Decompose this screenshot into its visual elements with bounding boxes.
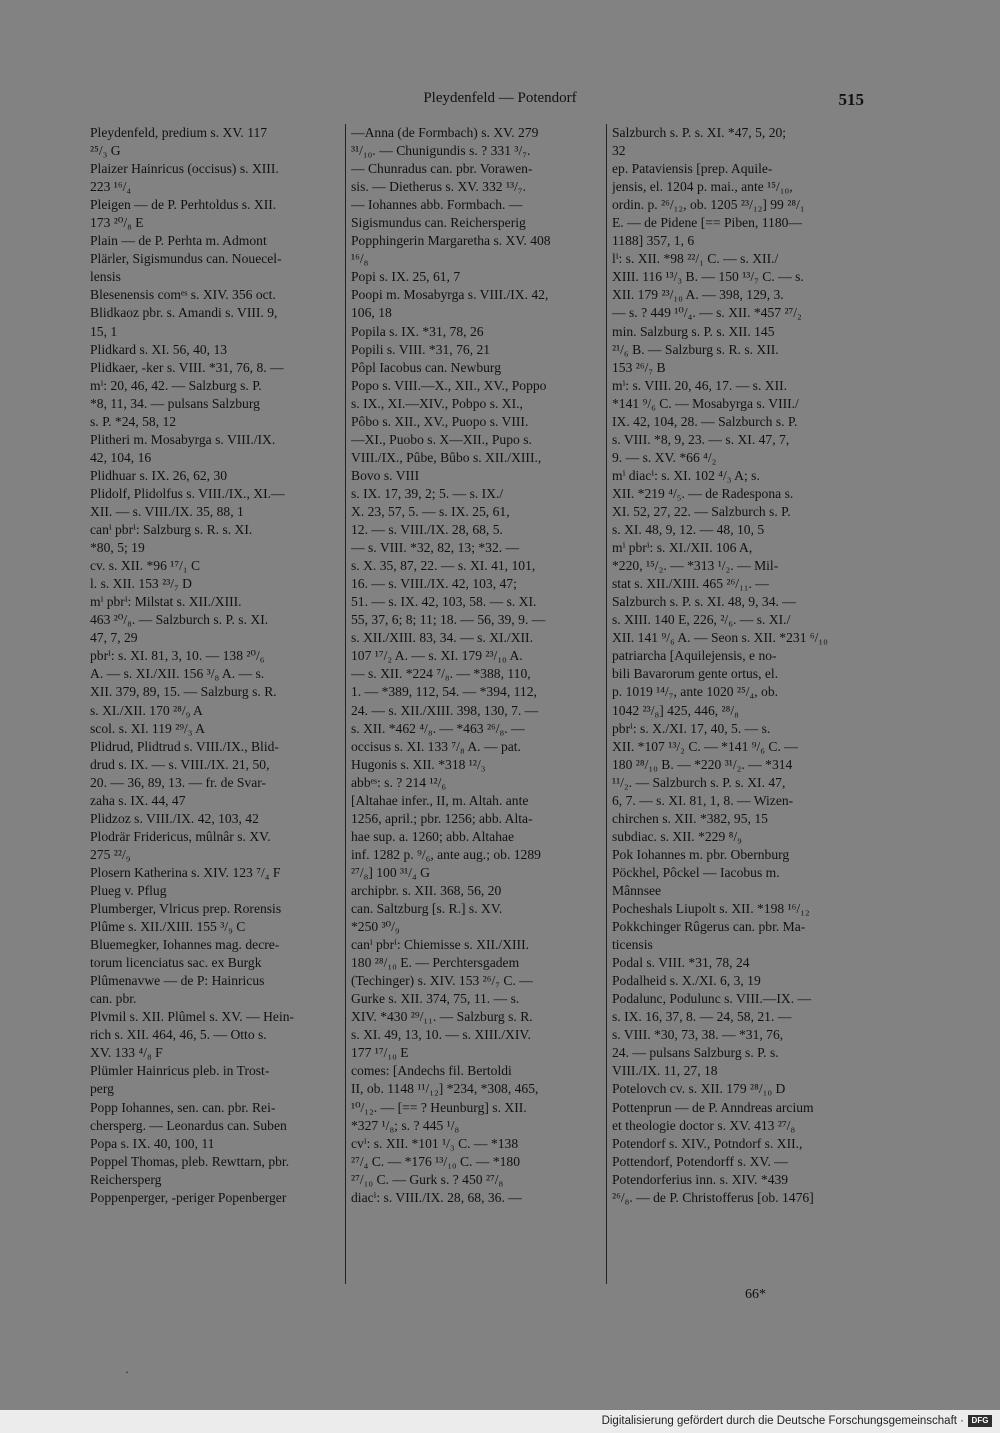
index-line: torum licenciatus sac. ex Burgk [90, 955, 262, 971]
index-line: Plvmil s. XII. Plûmel s. XV. — Hein- [90, 1009, 295, 1025]
index-line: ticensis [612, 937, 653, 953]
index-line: Popp Iohannes, sen. can. pbr. Rei- [90, 1099, 276, 1115]
index-line: Pöckhel, Pôckel — Iacobus m. [612, 864, 780, 880]
index-line: 51. — s. IX. 42, 103, 58. — s. XI. [351, 594, 537, 610]
index-line: mⁱ pbrⁱ: Milstat s. XII./XIII. [90, 594, 242, 610]
index-line: XII. *107 ¹³/₂ C. — *141 ⁹/₆ C. — [612, 738, 798, 754]
page-number: 515 [838, 90, 864, 109]
index-line: Pok Iohannes m. pbr. Obernburg [612, 846, 790, 862]
index-line: Potendorf s. XIV., Potndorf s. XII., [612, 1135, 803, 1151]
index-line: abbᵉˢ: s. ? 214 ¹²/₆ [351, 774, 447, 790]
index-line: 223 ¹⁶/₄ [90, 179, 132, 195]
index-line: 107 ¹⁷/₂ A. — s. XI. 179 ²³/₁₀ A. [351, 648, 523, 664]
index-line: zaha s. IX. 44, 47 [90, 792, 186, 808]
index-line: pbrⁱ: s. XI. 81, 3, 10. — 138 ²⁰/₆ [90, 648, 265, 664]
index-line: — s. XII. *224 ⁷/₈. — *388, 110, [351, 666, 531, 682]
index-line: 180 ²⁸/₁₀ B. — *220 ³¹/₂. — *314 [612, 756, 793, 772]
index-line: s. X. 35, 87, 22. — s. XI. 41, 101, [351, 558, 536, 574]
index-line: perg [90, 1081, 114, 1097]
index-line: *327 ¹/₈; s. ? 445 ¹/₈ [351, 1117, 460, 1133]
index-line: Bovo s. VIII [351, 467, 420, 483]
index-line: Potendorferius inn. s. XIV. *439 [612, 1171, 789, 1187]
index-line: XIV. *430 ²⁹/₁₁. — Salzburg s. R. [351, 1009, 533, 1025]
index-line: XII. 179 ²³/₁₀ A. — 398, 129, 3. [612, 287, 784, 303]
index-line: Plümler Hainricus pleb. in Trost- [90, 1063, 270, 1079]
index-line: drud s. IX. — s. VIII./IX. 21, 50, [90, 756, 270, 772]
index-line: Plain — de P. Perhta m. Admont [90, 233, 267, 249]
index-line: 32 [612, 143, 626, 159]
index-line: *8, 11, 34. — pulsans Salzburg [90, 395, 260, 411]
index-line: 16. — s. VIII./IX. 42, 103, 47; [351, 576, 517, 592]
index-line: l. s. XII. 153 ²³/₇ D [90, 576, 192, 592]
dfg-logo: DFG [968, 1415, 992, 1427]
index-line: *220, ¹⁵/₂. — *313 ¹/₂. — Mil- [612, 558, 779, 574]
index-line: 6, 7. — s. XI. 81, 1, 8. — Wizen- [612, 792, 794, 808]
index-line: VIII./IX. 11, 27, 18 [612, 1063, 718, 1079]
index-line: Plûme s. XII./XIII. 155 ³/₉ C [90, 919, 246, 935]
index-line: et theologie doctor s. XV. 413 ²⁷/₈ [612, 1117, 796, 1133]
index-line: s. IX. 17, 39, 2; 5. — s. IX./ [351, 485, 504, 501]
index-line: bili Bavarorum gente ortus, el. [612, 666, 779, 682]
index-line: 24. — pulsans Salzburg s. P. s. [612, 1045, 779, 1061]
index-line: Mânnsee [612, 882, 662, 898]
index-line: VIII./IX., Pûbe, Bûbo s. XII./XIII., [351, 449, 542, 465]
index-line: 173 ²⁰/₈ E [90, 215, 144, 231]
index-column-right [612, 124, 864, 1207]
index-line: 55, 37, 6; 8; 11; 18. — 56, 39, 9. — [351, 612, 546, 628]
index-line: cvⁱ: s. XII. *101 ¹/₃ C. — *138 [351, 1135, 519, 1151]
index-line: Podalheid s. X./XI. 6, 3, 19 [612, 973, 761, 989]
index-line: s. XI. 49, 13, 10. — s. XIII./XIV. [351, 1027, 531, 1043]
index-line: p. 1019 ¹⁴/₇, ante 1020 ²⁵/₄, ob. [612, 684, 779, 700]
index-line: cv. s. XII. *96 ¹⁷/₁ C [90, 558, 201, 574]
index-line: s. VIII. *30, 73, 38. — *31, 76, [612, 1027, 784, 1043]
index-line: s. XII./XIII. 83, 34. — s. XI./XII. [351, 630, 533, 646]
index-line: subdiac. s. XII. *229 ⁸/₉ [612, 828, 742, 844]
index-line: Plodrär Fridericus, mûlnâr s. XV. [90, 828, 271, 844]
index-line: ²¹/₆ B. — Salzburg s. R. s. XII. [612, 341, 779, 357]
index-line: Blesenensis comᵉˢ s. XIV. 356 oct. [90, 287, 276, 303]
index-line: ³¹/₁₀. — Chunigundis s. ? 331 ³/₇. [351, 143, 531, 159]
index-line: Poopi m. Mosabyrga s. VIII./IX. 42, [351, 287, 549, 303]
index-line: ²⁵/₃ G [90, 143, 121, 159]
index-line: rich s. XII. 464, 46, 5. — Otto s. [90, 1027, 267, 1043]
index-line: can. Saltzburg [s. R.] s. XV. [351, 901, 503, 917]
index-line: Pocheshals Liupolt s. XII. *198 ¹⁶/₁₂ [612, 901, 810, 917]
index-line: can. pbr. [90, 991, 137, 1007]
index-line: — Iohannes abb. Formbach. — [351, 197, 523, 213]
index-line: *141 ⁹/₆ C. — Mosabyrga s. VIII./ [612, 395, 799, 411]
index-line: s. IX., XI.—XIV., Pobpo s. XI., [351, 395, 523, 411]
signature-mark: 66* [745, 1287, 766, 1302]
index-line: Sigismundus can. Reichersperig [351, 215, 526, 231]
index-line: XV. 133 ⁴/₈ F [90, 1045, 163, 1061]
index-line: pbrⁱ: s. X./XI. 17, 40, 5. — s. [612, 720, 771, 736]
column-divider [606, 124, 607, 1284]
index-line: 1. — *389, 112, 54. — *394, 112, [351, 684, 537, 700]
index-line: canⁱ pbrⁱ: Chiemisse s. XII./XIII. [351, 937, 529, 953]
index-line: canⁱ pbrⁱ: Salzburg s. R. s. XI. [90, 522, 253, 538]
index-line: [Altahae infer., II, m. Altah. ante [351, 792, 529, 808]
index-line: 47, 7, 29 [90, 630, 138, 646]
index-line: Plidkard s. XI. 56, 40, 13 [90, 341, 228, 357]
column-divider [345, 124, 346, 1284]
index-line: XII. *219 ⁴/₅. — de Radespona s. [612, 485, 794, 501]
index-line: — s. VIII. *32, 82, 13; *32. — [351, 540, 520, 556]
index-line: occisus s. XI. 133 ⁷/₈ A. — pat. [351, 738, 521, 754]
index-line: Plueg v. Pflug [90, 882, 167, 898]
index-line: Poppenperger, -periger Popenberger [90, 1189, 287, 1205]
stray-mark: · [125, 1365, 129, 1379]
index-column-middle [351, 124, 601, 1207]
index-line: 1188] 357, 1, 6 [612, 233, 695, 249]
index-line: 153 ²⁶/₇ B [612, 359, 666, 375]
index-line: Salzburch s. P. s. XI. *47, 5, 20; [612, 125, 787, 140]
index-line: mⁱ pbrⁱ: s. XI./XII. 106 A, [612, 540, 753, 556]
index-line: Plidkaer, -ker s. VIII. *31, 76, 8. — [90, 359, 284, 375]
index-line: XIII. 116 ¹³/₃ B. — 150 ¹³/₇ C. — s. [612, 269, 804, 285]
index-line: inf. 1282 p. ⁹/₆, ante aug.; ob. 1289 [351, 846, 541, 862]
index-line: archipbr. s. XII. 368, 56, 20 [351, 882, 502, 898]
index-line: lensis [90, 269, 121, 285]
index-line: 9. — s. XV. *66 ⁴/₂ [612, 449, 717, 465]
index-line: 1042 ²³/₈] 425, 446, ²⁸/₈ [612, 702, 739, 718]
index-line: Plosern Katherina s. XIV. 123 ⁷/₄ F [90, 864, 281, 880]
index-line: 42, 104, 16 [90, 449, 152, 465]
index-line: ¹⁰/₁₂. — [== ? Heunburg] s. XII. [351, 1099, 527, 1115]
index-line: Pleigen — de P. Perhtoldus s. XII. [90, 197, 277, 213]
index-line: II, ob. 1148 ¹¹/₁₂] *234, *308, 465, [351, 1081, 539, 1097]
index-line: ¹¹/₂. — Salzburch s. P. s. XI. 47, [612, 774, 786, 790]
index-line: Plidhuar s. IX. 26, 62, 30 [90, 467, 228, 483]
index-line: chersperg. — Leonardus can. Suben [90, 1117, 287, 1133]
index-line: 275 ²²/₉ [90, 846, 131, 862]
index-line: XII. 379, 89, 15. — Salzburg s. R. [90, 684, 277, 700]
index-line: Blidkaoz pbr. s. Amandi s. VIII. 9, [90, 305, 278, 321]
index-line: comes: [Andechs fil. Bertoldi [351, 1063, 512, 1079]
index-line: — s. ? 449 ¹⁰/₄. — s. XII. *457 ²⁷/₂ [612, 305, 802, 321]
index-line: IX. 42, 104, 28. — Salzburch s. P. [612, 413, 798, 429]
index-line: Plitheri m. Mosabyrga s. VIII./IX. [90, 431, 276, 447]
index-line: mⁱ: 20, 46, 42. — Salzburg s. P. [90, 377, 262, 393]
index-line: s. XIII. 140 E, 226, ²/₆. — s. XI./ [612, 612, 791, 628]
index-line: min. Salzburg s. P. s. XII. 145 [612, 323, 775, 339]
index-line: s. P. *24, 58, 12 [90, 413, 177, 429]
index-line: Plumberger, Vlricus prep. Rorensis [90, 901, 282, 917]
index-line: Plidrud, Plidtrud s. VIII./IX., Blid- [90, 738, 279, 754]
index-line: Reichersperg [90, 1171, 162, 1187]
index-line: s. VIII. *8, 9, 23. — s. XI. 47, 7, [612, 431, 790, 447]
index-line: —Anna (de Formbach) s. XV. 279 [351, 125, 539, 140]
funding-credit: Digitalisierung gefördert durch die Deutsche Forschungsgemeinschaft · [601, 1415, 964, 1427]
running-title: Pleydenfeld — Potendorf [423, 90, 577, 106]
index-line: ²⁷/₄ C. — *176 ¹³/₁₀ C. — *180 [351, 1153, 521, 1169]
index-line: Popphingerin Margaretha s. XV. 408 [351, 233, 551, 249]
index-line: s. XI. 48, 9, 12. — 48, 10, 5 [612, 522, 765, 538]
index-line: Plaizer Hainricus (occisus) s. XIII. [90, 161, 279, 177]
index-line: XI. 52, 27, 22. — Salzburch s. P. [612, 503, 791, 519]
index-line: *250 ³⁰/₉ [351, 919, 400, 935]
index-line: — Chunradus can. pbr. Vorawen- [351, 161, 533, 177]
digitization-footer [0, 1410, 1000, 1433]
index-line: Podalunc, Podulunc s. VIII.—IX. — [612, 991, 812, 1007]
index-line: XII. — s. VIII./IX. 35, 88, 1 [90, 503, 244, 519]
index-line: 24. — s. XII./XIII. 398, 130, 7. — [351, 702, 539, 718]
index-line: patriarcha [Aquilejensis, e no- [612, 648, 777, 664]
index-line: hae sup. a. 1260; abb. Altahae [351, 828, 515, 844]
index-line: ²⁶/₈. — de P. Christofferus [ob. 1476] [612, 1189, 814, 1205]
index-line: Salzburch s. P. s. XI. 48, 9, 34. — [612, 594, 796, 610]
index-line: ordin. p. ²⁶/₁₂, ob. 1205 ²³/₁₂] 99 ²⁸/₁ [612, 197, 805, 213]
index-line: Popi s. IX. 25, 61, 7 [351, 269, 461, 285]
index-line: Pottenprun — de P. Anndreas arcium [612, 1099, 814, 1115]
index-line: stat s. XII./XIII. 465 ²⁶/₁₁. — [612, 576, 769, 592]
index-line: (Techinger) s. XIV. 153 ²⁶/₇ C. — [351, 973, 533, 989]
index-line: Plûmenavwe — de P: Hainricus [90, 973, 265, 989]
index-line: ep. Pataviensis [prep. Aquile- [612, 161, 773, 177]
index-line: XII. 141 ⁹/₆ A. — Seon s. XII. *231 ⁶/₁₀ [612, 630, 828, 646]
index-line: Poppel Thomas, pleb. Rewttarn, pbr. [90, 1153, 290, 1169]
index-line: *80, 5; 19 [90, 540, 145, 556]
index-line: E. — de Pidene [== Piben, 1180— [612, 215, 803, 231]
index-line: Pokkchinger Rûgerus can. pbr. Ma- [612, 919, 806, 935]
index-line: diacⁱ: s. VIII./IX. 28, 68, 36. — [351, 1189, 522, 1205]
index-line: mⁱ: s. VIII. 20, 46, 17. — s. XII. [612, 377, 788, 393]
index-line: Plidzoz s. VIII./IX. 42, 103, 42 [90, 810, 259, 826]
index-line: 106, 18 [351, 305, 392, 321]
index-line: Plärler, Sigismundus can. Nouecel- [90, 251, 282, 267]
index-line: Pôbo s. XII., XV., Puopo s. VIII. [351, 413, 529, 429]
index-line: s. XII. *462 ⁴/₈. — *463 ²⁶/₈. — [351, 720, 525, 736]
index-line: Pôpl Iacobus can. Newburg [351, 359, 502, 375]
index-line: s. IX. 16, 37, 8. — 24, 58, 21. — [612, 1009, 792, 1025]
index-line: Popo s. VIII.—X., XII., XV., Poppo [351, 377, 547, 393]
index-line: ¹⁶/₈ [351, 251, 369, 267]
index-line: s. XI./XII. 170 ²⁸/₉ A [90, 702, 203, 718]
index-line: X. 23, 57, 5. — s. IX. 25, 61, [351, 503, 510, 519]
index-line: sis. — Dietherus s. XV. 332 ¹³/₇. [351, 179, 527, 195]
index-line: 463 ²⁰/₈. — Salzburch s. P. s. XI. [90, 612, 269, 628]
index-line: Podal s. VIII. *31, 78, 24 [612, 955, 750, 971]
index-line: Gurke s. XII. 374, 75, 11. — s. [351, 991, 520, 1007]
index-line: 15, 1 [90, 323, 118, 339]
index-line: jensis, el. 1204 p. mai., ante ¹⁵/₁₀, [612, 179, 793, 195]
index-line: 1256, april.; pbr. 1256; abb. Alta- [351, 810, 533, 826]
index-line: Bluemegker, Iohannes mag. decre- [90, 937, 280, 953]
index-line: A. — s. XI./XII. 156 ³/₈ A. — s. [90, 666, 265, 682]
index-line: Potelovch cv. s. XII. 179 ²⁸/₁₀ D [612, 1081, 786, 1097]
index-line: Popila s. IX. *31, 78, 26 [351, 323, 484, 339]
index-line: 12. — s. VIII./IX. 28, 68, 5. [351, 522, 503, 538]
index-line: scol. s. XI. 119 ²⁹/₃ A [90, 720, 206, 736]
index-line: lⁱ: s. XII. *98 ²²/₁ C. — s. XII./ [612, 251, 779, 267]
index-line: 177 ¹⁷/₁₀ E [351, 1045, 409, 1061]
index-line: Pleydenfeld, predium s. XV. 117 [90, 125, 268, 140]
index-line: ²⁷/₁₀ C. — Gurk s. ? 450 ²⁷/₈ [351, 1171, 504, 1187]
index-line: chirchen s. XII. *382, 95, 15 [612, 810, 768, 826]
index-column-left [90, 124, 336, 1207]
index-line: ²⁷/₈] 100 ³¹/₄ G [351, 864, 430, 880]
index-line: 180 ²⁸/₁₀ E. — Perchtersgadem [351, 955, 520, 971]
index-line: mⁱ diacⁱ: s. XI. 102 ⁴/₃ A; s. [612, 467, 760, 483]
index-line: —XI., Puobo s. X—XII., Pupo s. [351, 431, 532, 447]
index-line: Popa s. IX. 40, 100, 11 [90, 1135, 215, 1151]
running-header [0, 88, 1000, 114]
index-line: 20. — 36, 89, 13. — fr. de Svar- [90, 774, 267, 790]
index-line: Hugonis s. XII. *318 ¹²/₃ [351, 756, 486, 772]
index-line: Popili s. VIII. *31, 76, 21 [351, 341, 491, 357]
index-line: Plidolf, Plidolfus s. VIII./IX., XI.— [90, 485, 285, 501]
index-line: Pottendorf, Potendorff s. XV. — [612, 1153, 788, 1169]
